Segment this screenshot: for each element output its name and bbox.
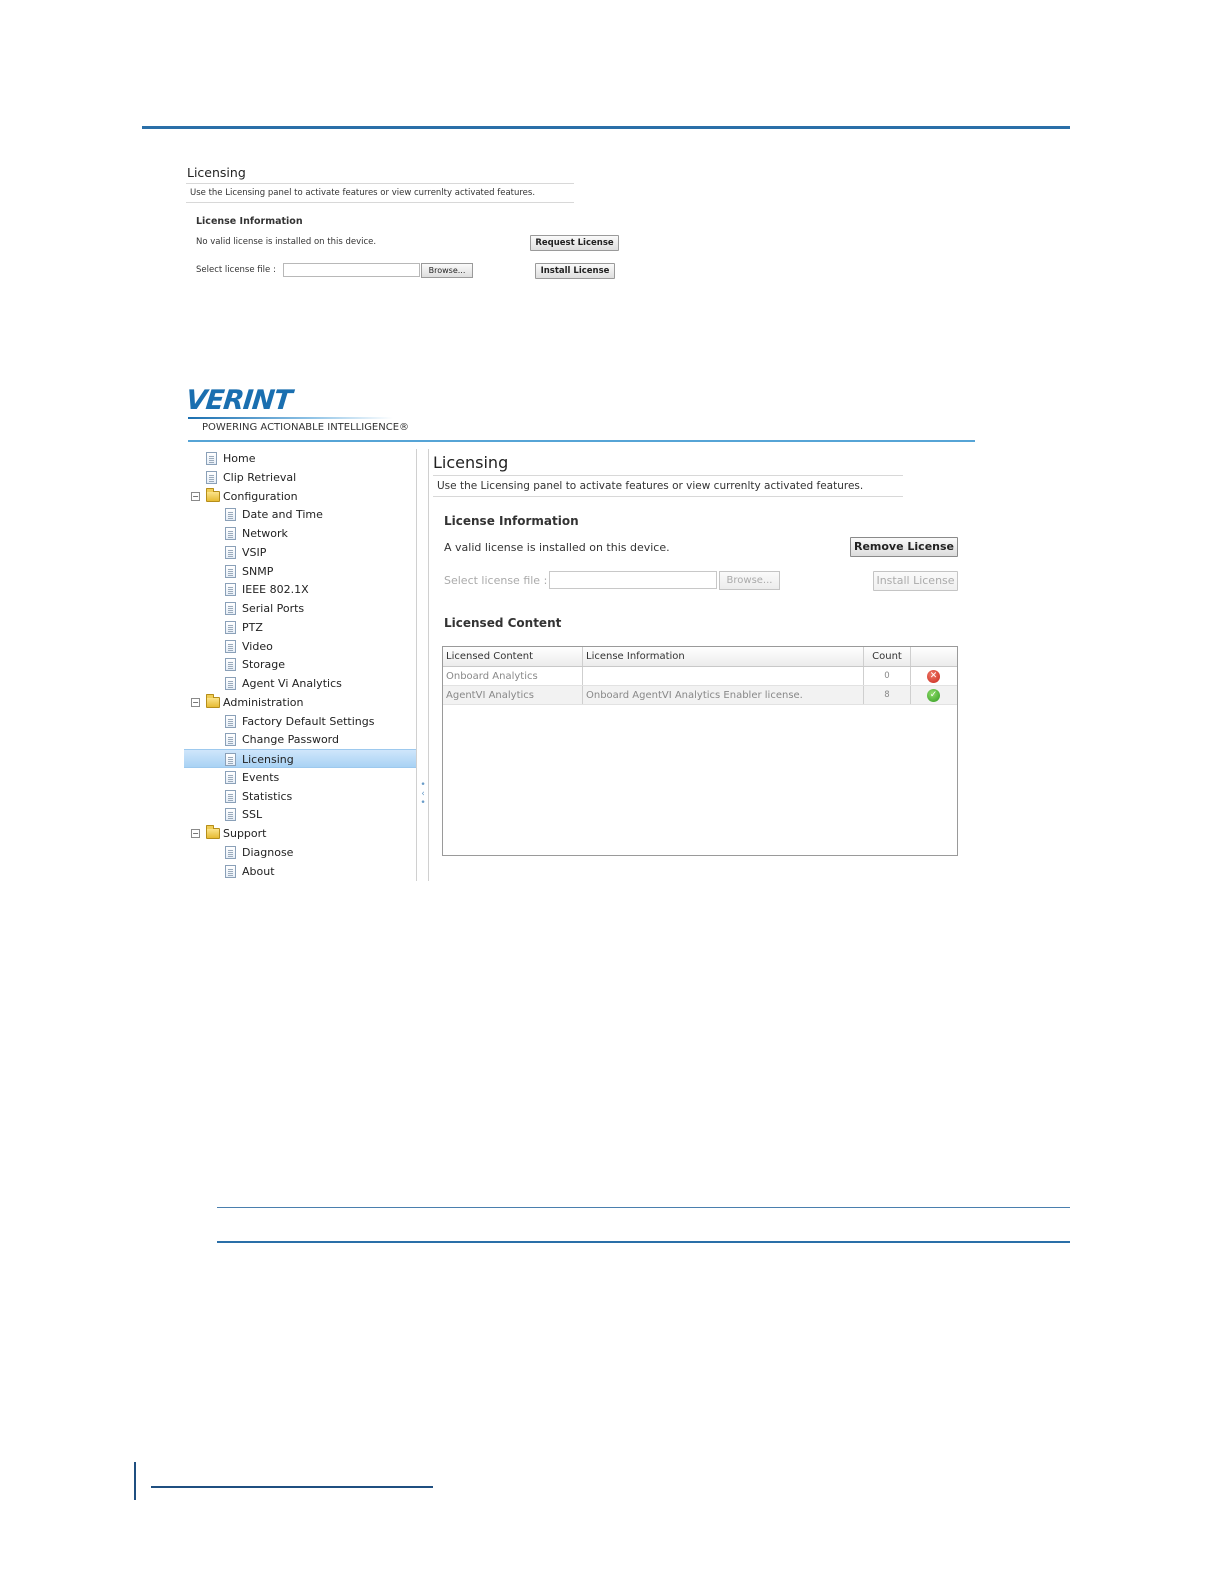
license-information-heading: License Information: [444, 514, 579, 528]
nav-item-label: Agent Vi Analytics: [242, 677, 342, 690]
footer-rule-thin: [217, 1207, 1070, 1208]
collapse-toggle-icon[interactable]: −: [192, 491, 199, 501]
folder-icon: [206, 491, 220, 502]
select-license-file-label: Select license file :: [196, 265, 276, 275]
select-license-file-label: Select license file :: [444, 574, 548, 587]
nav-item-label: Support: [223, 827, 267, 840]
nav-item-licensing[interactable]: [184, 749, 416, 768]
install-license-button[interactable]: Install License: [535, 263, 615, 279]
nav-item-statistics[interactable]: [184, 787, 416, 806]
document-icon: [225, 565, 236, 578]
document-icon: [225, 753, 236, 766]
table-header-row: [443, 647, 957, 667]
nav-item-label: SSL: [242, 808, 263, 822]
nav-item-label: Video: [242, 639, 273, 653]
collapse-panel-handle[interactable]: • ‹ •: [420, 780, 426, 808]
logo-swoosh: [188, 417, 393, 419]
cell-licensed-content: Onboard Analytics: [443, 667, 583, 685]
license-file-input[interactable]: [283, 263, 420, 277]
column-header-status[interactable]: [911, 647, 957, 666]
table-row[interactable]: [443, 667, 957, 686]
nav-item-home[interactable]: [184, 449, 416, 468]
browse-button[interactable]: Browse...: [421, 263, 473, 278]
red-x-circle-icon: ✕: [927, 670, 940, 683]
folder-icon: [206, 828, 220, 839]
collapse-toggle-icon[interactable]: −: [192, 697, 199, 707]
nav-item-label: Home: [223, 452, 256, 465]
cell-licensed-content: AgentVI Analytics: [443, 686, 583, 704]
nav-item-support[interactable]: [184, 824, 416, 843]
nav-item-events[interactable]: [184, 768, 416, 787]
nav-item-label: Clip Retrieval: [223, 470, 297, 484]
document-icon: [225, 583, 236, 596]
green-check-circle-icon: ✓: [927, 689, 940, 702]
footer-rule-thick: [217, 1241, 1070, 1243]
nav-item-configuration[interactable]: [184, 487, 416, 506]
nav-item-label: About: [242, 864, 275, 878]
license-status-text: No valid license is installed on this device.: [196, 237, 377, 247]
document-icon: [225, 846, 236, 859]
document-icon: [225, 733, 236, 746]
document-icon: [225, 546, 236, 559]
nav-item-label: Statistics: [242, 789, 293, 803]
nav-item-clip-retrieval[interactable]: [184, 468, 416, 487]
nav-item-label: Date and Time: [242, 508, 323, 522]
nav-item-video[interactable]: [184, 637, 416, 656]
navigation-tree: [184, 449, 417, 881]
document-icon: [225, 527, 236, 540]
column-header-count[interactable]: Count: [864, 647, 911, 666]
document-icon: [206, 471, 217, 484]
page-top-rule: [142, 126, 1070, 129]
document-icon: [225, 677, 236, 690]
logo-wordmark: VERINT: [184, 385, 293, 416]
nav-item-label: Administration: [223, 695, 304, 709]
document-icon: [225, 771, 236, 784]
nav-item-label: Licensing: [242, 753, 294, 766]
page-footer-rule: [151, 1486, 433, 1488]
nav-item-date-and-time[interactable]: [184, 505, 416, 524]
nav-item-snmp[interactable]: [184, 562, 416, 581]
table-row[interactable]: [443, 686, 957, 705]
licensed-content-table: [442, 646, 958, 856]
nav-item-label: Serial Ports: [242, 602, 305, 615]
nav-item-label: Factory Default Settings: [242, 714, 375, 728]
document-icon: [225, 602, 236, 615]
logo-tagline: POWERING ACTIONABLE INTELLIGENCE®: [202, 422, 410, 433]
nav-item-network[interactable]: [184, 524, 416, 543]
remove-license-button[interactable]: Remove License: [850, 537, 958, 557]
document-icon: [225, 790, 236, 803]
nav-item-storage[interactable]: [184, 655, 416, 674]
page-footer-bar: [134, 1462, 136, 1500]
request-license-button[interactable]: Request License: [530, 235, 619, 251]
install-license-button[interactable]: Install License: [873, 571, 958, 591]
nav-item-change-password[interactable]: [184, 730, 416, 749]
nav-item-serial-ports[interactable]: [184, 599, 416, 618]
nav-item-label: Events: [242, 770, 280, 784]
nav-item-label: Storage: [242, 658, 286, 672]
nav-item-label: PTZ: [242, 620, 263, 634]
document-icon: [225, 808, 236, 821]
document-icon: [225, 508, 236, 521]
licensed-content-heading: Licensed Content: [444, 616, 562, 630]
document-icon: [206, 452, 217, 465]
folder-icon: [206, 697, 220, 708]
document-icon: [225, 715, 236, 728]
nav-item-label: VSIP: [242, 545, 267, 559]
cell-status: [911, 667, 957, 685]
license-status-text: A valid license is installed on this device.: [444, 541, 670, 554]
nav-item-administration[interactable]: [184, 693, 416, 712]
document-icon: [225, 640, 236, 653]
cell-license-information: [583, 667, 864, 685]
cell-license-information: Onboard AgentVI Analytics Enabler license.: [583, 686, 864, 704]
licensing-panel-no-license: [186, 160, 626, 290]
license-file-input[interactable]: [549, 571, 717, 589]
column-header-licensed-content[interactable]: Licensed Content: [443, 647, 583, 666]
nav-item-vsip[interactable]: [184, 543, 416, 562]
page-title: Licensing: [433, 453, 509, 472]
cell-count: 8: [864, 686, 911, 704]
verint-web-ui: [184, 385, 976, 885]
nav-item-ieee-802-1x[interactable]: [184, 580, 416, 599]
collapse-toggle-icon[interactable]: −: [192, 829, 199, 838]
nav-item-diagnose[interactable]: [184, 843, 416, 862]
column-header-license-information[interactable]: License Information: [583, 647, 864, 666]
nav-item-label: Network: [242, 527, 288, 540]
panel-description: Use the Licensing panel to activate features or view currenlty activated features.: [186, 183, 574, 203]
document-icon: [225, 658, 236, 671]
cell-count: 0: [864, 667, 911, 685]
nav-item-about[interactable]: [184, 862, 416, 881]
nav-item-label: Configuration: [223, 489, 298, 503]
panel-title: Licensing: [187, 165, 246, 180]
nav-item-agent-vi-analytics[interactable]: [184, 674, 416, 693]
license-information-heading: License Information: [196, 216, 303, 227]
document-icon: [225, 865, 236, 878]
nav-item-label: Diagnose: [242, 845, 294, 859]
header-rule: [188, 440, 975, 442]
verint-logo: [186, 385, 416, 437]
nav-item-label: Change Password: [242, 733, 339, 747]
nav-item-label: SNMP: [242, 564, 274, 578]
browse-button[interactable]: Browse...: [719, 571, 780, 590]
nav-item-label: IEEE 802.1X: [242, 583, 309, 597]
nav-item-ssl[interactable]: [184, 805, 416, 824]
nav-item-factory-default-settings[interactable]: [184, 712, 416, 731]
licensing-content: [428, 449, 976, 881]
page-description: Use the Licensing panel to activate features or view currenlty activated features.: [433, 475, 903, 497]
document-icon: [225, 621, 236, 634]
nav-item-ptz[interactable]: [184, 618, 416, 637]
cell-status: [911, 686, 957, 704]
